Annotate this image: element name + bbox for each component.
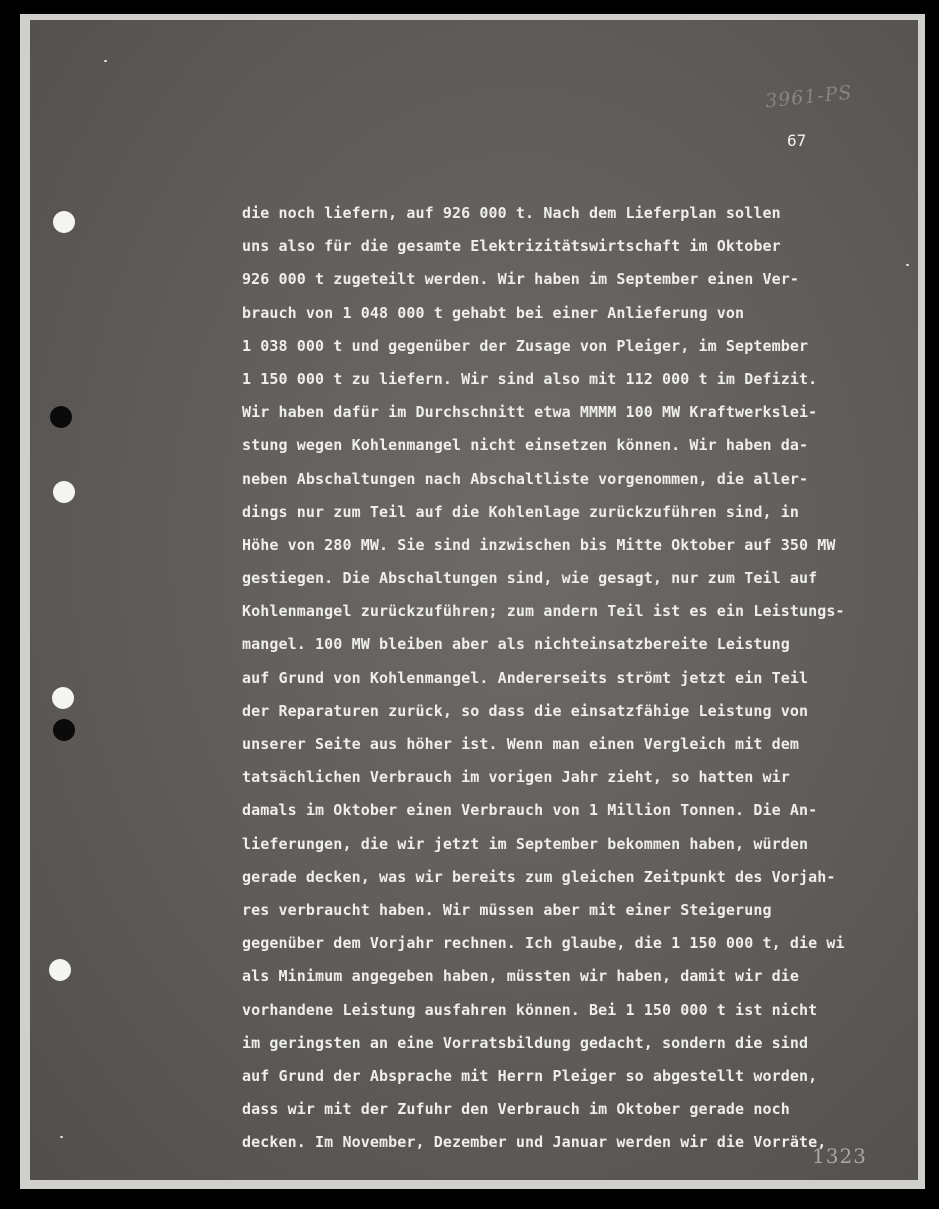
punch-hole [52, 687, 74, 709]
text-line: gerade decken, was wir bereits zum gleichen Zeitpunkt des Vorjah- [242, 867, 836, 886]
text-line: auf Grund der Absprache mit Herrn Pleiger so abgestellt worden, [242, 1066, 818, 1085]
handwritten-reference: 3961-PS [764, 81, 854, 113]
text-line: decken. Im November, Dezember und Januar werden wir die Vorräte, [242, 1133, 827, 1152]
text-line: 926 000 t zugeteilt werden. Wir haben im September einen Ver- [242, 270, 799, 289]
text-line: Kohlenmangel zurückzuführen; zum andern Teil ist es ein Leistungs- [242, 602, 845, 621]
text-line: 1 038 000 t und gegenüber der Zusage von Pleiger, im September [242, 336, 809, 355]
text-line: res verbraucht haben. Wir müssen aber mit einer Steigerung [242, 900, 772, 919]
text-line: Wir haben dafür im Durchschnitt etwa MMMM 100 MW Kraftwerkslei- [242, 403, 818, 422]
text-line: stung wegen Kohlenmangel nicht einsetzen können. Wir haben da- [242, 436, 809, 455]
text-line: lieferungen, die wir jetzt im September bekommen haben, würden [242, 834, 809, 853]
page-number: 67 [787, 131, 807, 150]
text-line: neben Abschaltungen nach Abschaltliste vorgenommen, die aller- [242, 469, 809, 488]
text-line: dings nur zum Teil auf die Kohlenlage zurückzuführen sind, in [242, 502, 799, 521]
punch-hole [53, 719, 75, 741]
text-line: brauch von 1 048 000 t gehabt bei einer Anlieferung von [242, 303, 745, 322]
text-line: auf Grund von Kohlenmangel. Andererseits strömt jetzt ein Teil [242, 668, 809, 687]
archive-stamp-number: 1323 [812, 1144, 867, 1168]
document-page [30, 20, 918, 1180]
text-line: Höhe von 280 MW. Sie sind inzwischen bis Mitte Oktober auf 350 MW [242, 535, 836, 554]
text-line: unserer Seite aus höher ist. Wenn man einen Vergleich mit dem [242, 735, 799, 753]
text-line: als Minimum angegeben haben, müssten wir haben, damit wir die [242, 967, 799, 986]
text-line: der Reparaturen zurück, so dass die einsatzfähige Leistung von [242, 701, 809, 720]
text-line: gestiegen. Die Abschaltungen sind, wie gesagt, nur zum Teil auf [242, 569, 818, 588]
text-line: vorhandene Leistung ausfahren können. Bei 1 150 000 t ist nicht [242, 1000, 818, 1019]
text-line: dass wir mit der Zufuhr den Verbrauch im Oktober gerade noch [242, 1100, 790, 1119]
punch-hole [53, 211, 75, 233]
text-line: tatsächlichen Verbrauch im vorigen Jahr zieht, so hatten wir [242, 768, 790, 787]
text-line: im geringsten an eine Vorratsbildung gedacht, sondern die sind [242, 1033, 809, 1052]
scan-speck [104, 60, 107, 62]
text-line: uns also für die gesamte Elektrizitätswirtschaft im Oktober [242, 237, 781, 256]
punch-hole [53, 481, 75, 503]
text-line: gegenüber dem Vorjahr rechnen. Ich glaube, die 1 150 000 t, die wi [242, 934, 845, 953]
scan-speck [60, 1136, 63, 1138]
typewritten-text [242, 197, 918, 1159]
text-line: damals im Oktober einen Verbrauch von 1 Million Tonnen. Die An- [242, 801, 818, 820]
text-line: mangel. 100 MW bleiben aber als nichteinsatzbereite Leistung [242, 635, 790, 654]
punch-hole [50, 406, 72, 428]
text-line: 1 150 000 t zu liefern. Wir sind also mit 112 000 t im Defizit. [242, 369, 818, 388]
punch-hole [49, 959, 71, 981]
text-line: die noch liefern, auf 926 000 t. Nach dem Lieferplan sollen [242, 204, 781, 222]
